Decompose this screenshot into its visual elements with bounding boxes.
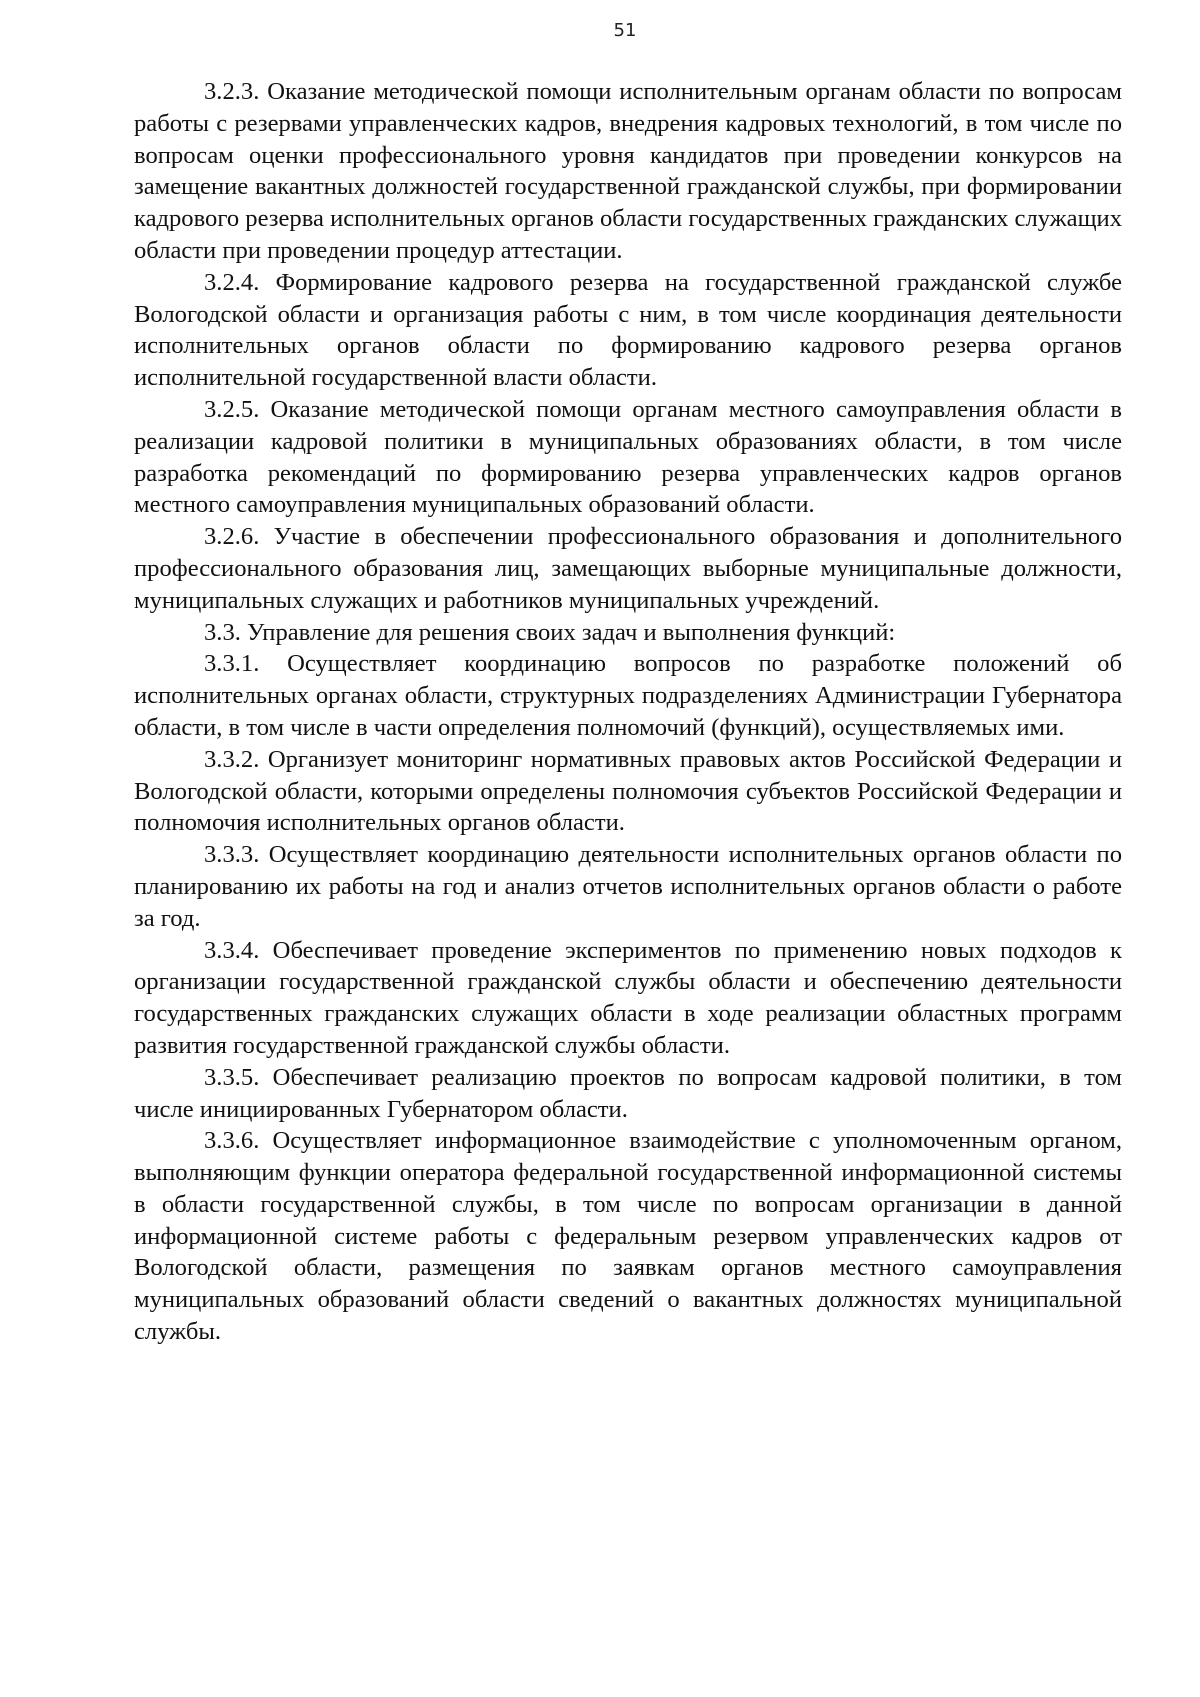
paragraph-3-3: 3.3. Управление для решения своих задач и выполнения функций: (204, 618, 896, 646)
paragraph-3-3-3: 3.3.3. Осуществляет координацию деятельности исполнительных органов области по планированию их работы на год и анализ отчетов исполнительных органов области о работе за год. (134, 841, 1122, 932)
paragraph-3-3-6: 3.3.6. Осуществляет информационное взаимодействие с уполномоченным органом, выполняющим функции оператора федеральной государственной информационной системы в области государственной службы, в том числе по вопросам организации в данной информационной системе работы с федеральным резервом управленческих кадров от Вологодской области, размещения по заявкам органов местного самоуправления муниципальных образований области сведений о вакантных должностях муниципальной службы. (134, 1127, 1122, 1346)
paragraph-3-2-6: 3.2.6. Участие в обеспечении профессионального образования и дополнительного профессионального образования лиц, замещающих выборные муниципальные должности, муниципальных служащих и работников муниципальных учреждений. (134, 523, 1122, 614)
page-number: 51 (613, 20, 637, 41)
paragraph-3-3-1: 3.3.1. Осуществляет координацию вопросов по разработке положений об исполнительных органах области, структурных подразделениях Администрации Губернатора области, в том числе в части определения полномочий (функций), осуществляемых ими. (134, 650, 1122, 741)
paragraph-3-3-5: 3.3.5. Обеспечивает реализацию проектов по вопросам кадровой политики, в том числе инициированных Губернатором области. (134, 1063, 1122, 1123)
paragraph-3-3-4: 3.3.4. Обеспечивает проведение экспериментов по применению новых подходов к организации государственной гражданской службы области и обеспечению деятельности государственных гражданских служащих области в ходе реализации областных программ развития государственной гражданской службы области. (134, 936, 1122, 1059)
paragraph-3-3-2: 3.3.2. Организует мониторинг нормативных правовых актов Российской Федерации и Вологодской области, которыми определены полномочия субъектов Российской Федерации и полномочия исполнительных органов области. (134, 745, 1122, 837)
paragraph-3-2-4: 3.2.4. Формирование кадрового резерва на государственной гражданской службе Вологодской области и организация работы с ним, в том числе координация деятельности исполнительных органов области по формированию кадрового резерва органов исполнительной государственной власти области. (134, 268, 1122, 392)
paragraph-3-2-5: 3.2.5. Оказание методической помощи органам местного самоуправления области в реализации кадровой политики в муниципальных образованиях области, в том числе разработка рекомендаций по формированию резерва управленческих кадров органов местного самоуправления муниципальных образований области. (134, 395, 1122, 519)
paragraph-3-2-3: 3.2.3. Оказание методической помощи исполнительным органам области по вопросам работы с резервами управленческих кадров, внедрения кадровых технологий, в том числе по вопросам оценки профессионального уровня кандидатов при проведении конкурсов на замещение вакантных должностей государственной гражданской службы, при формировании кадрового резерва исполнительных органов области государственных гражданских служащих области при проведении процедур аттестации. (134, 78, 1122, 264)
document-body (134, 76, 1122, 1348)
